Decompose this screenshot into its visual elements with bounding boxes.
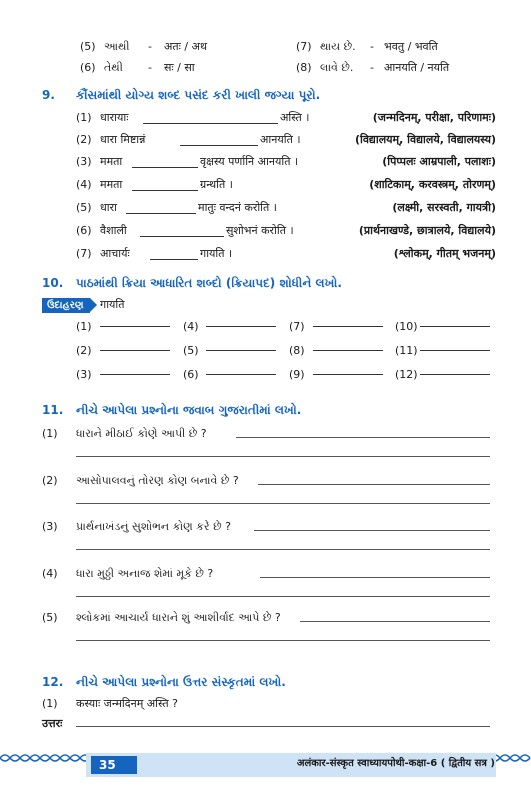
q11-question: આસોપાલવનું તોરણ કોણ બનાવે છે ? xyxy=(76,474,239,487)
q12-title: નીચે આપેલા પ્રશ્નોના ઉત્તર સંસ્કૃતમાં લખો. xyxy=(76,675,286,689)
item-7-num: (7) xyxy=(296,40,312,53)
q9-item-options: (लक्ष्मी, सरस्वती, गायत्री) xyxy=(392,201,496,214)
footer-title: अलंकार-संस्कृत स्वाध्यायपोथी-कक्षा-6 ( द्वितीय सत्र ) xyxy=(296,758,495,769)
q11-question: શ્લોકમાં આચાર્ય ધારાને શું આશીર્વાદ આપે છે ? xyxy=(76,611,281,624)
q9-item-options: (जन्मदिनम्, परीक्षा, परिणामः) xyxy=(372,111,496,124)
slot-blank[interactable] xyxy=(313,374,383,375)
slot-label: (4) xyxy=(183,320,199,333)
slot-label: (7) xyxy=(289,320,305,333)
slot-label: (2) xyxy=(76,344,92,357)
q9-item-num: (4) xyxy=(76,178,92,191)
answer-line[interactable] xyxy=(76,640,490,641)
item-6-text: તેથી xyxy=(104,61,123,74)
fill-blank[interactable] xyxy=(180,145,258,146)
q9-item-pre: ममता xyxy=(100,178,123,191)
q9-item-pre: धारा xyxy=(100,201,117,214)
example-tag: ઉદાહરણ xyxy=(42,298,90,313)
q11-question: ધારાને મીઠાઈ કોણે આપી છે ? xyxy=(76,427,207,440)
answer-label: उत्तरः xyxy=(42,717,63,730)
slot-label: (1) xyxy=(76,320,92,333)
item-6-skt: सः / सा xyxy=(164,61,195,74)
q9-item-post: गायति । xyxy=(200,247,233,260)
slot-blank[interactable] xyxy=(100,326,170,327)
q9-item-post: अस्ति । xyxy=(280,111,310,124)
q10-number: 10. xyxy=(42,276,64,290)
item-5-text: આથી xyxy=(104,40,130,53)
slot-label: (8) xyxy=(289,344,305,357)
q9-item-pre: ममता xyxy=(100,155,123,168)
example-word: गायति xyxy=(100,298,125,311)
q11-question: ધારા મુઠ્ઠી અનાજ શેમાં મૂકે છે ? xyxy=(76,567,214,580)
q9-item-post: ग्रन्थति । xyxy=(200,178,233,191)
q11-item-num: (5) xyxy=(42,611,58,624)
q9-title: કૌંસમાંથી યોગ્ય શબ્દ પસંદ કરી ખાલી જગ્યા પૂરો. xyxy=(76,88,321,102)
slot-blank[interactable] xyxy=(313,350,383,351)
q9-item-options: (श्लोकम्, गीतम् भजनम्) xyxy=(393,247,496,260)
answer-line[interactable] xyxy=(260,577,490,578)
slot-blank[interactable] xyxy=(420,350,490,351)
answer-line[interactable] xyxy=(76,726,490,727)
item-8-dash: - xyxy=(370,61,374,74)
item-5-skt: अतः / अथ xyxy=(164,40,208,53)
answer-line[interactable] xyxy=(236,437,490,438)
fill-blank[interactable] xyxy=(150,259,198,260)
slot-blank[interactable] xyxy=(100,350,170,351)
q11-item-num: (1) xyxy=(42,427,58,440)
q9-item-pre: आचार्यः xyxy=(100,247,130,260)
item-5-num: (5) xyxy=(80,40,96,53)
answer-line[interactable] xyxy=(76,503,490,504)
slot-label: (10) xyxy=(395,320,418,333)
answer-line[interactable] xyxy=(76,549,490,550)
item-8-text: લાવે છે. xyxy=(320,61,354,74)
slot-blank[interactable] xyxy=(206,326,276,327)
q10-title: પાઠમાંથી ક્રિયા આધારિત શબ્દો (ક્રિયાપદ) શોધીને લખો. xyxy=(76,276,342,290)
slot-blank[interactable] xyxy=(206,374,276,375)
item-6-dash: - xyxy=(148,61,152,74)
q9-item-options: (प्रार्थनाखण्डे, छात्रालये, विद्यालये) xyxy=(358,224,496,237)
q9-number: 9. xyxy=(42,88,55,102)
answer-line[interactable] xyxy=(258,484,490,485)
page-number: 35 xyxy=(91,756,137,774)
item-6-num: (6) xyxy=(80,61,96,74)
q11-question: પ્રાર્થનાખંડનું સુશોભન કોણ કરે છે ? xyxy=(76,520,231,533)
q11-item-num: (4) xyxy=(42,567,58,580)
q9-item-options: (पिप्पलः आम्रपाली, पलाशः) xyxy=(382,155,496,168)
answer-line[interactable] xyxy=(76,456,490,457)
slot-label: (11) xyxy=(395,344,418,357)
item-5-dash: - xyxy=(148,40,152,53)
slot-blank[interactable] xyxy=(313,326,383,327)
q12-number: 12. xyxy=(42,675,64,689)
q9-item-pre: वैशाली xyxy=(100,224,127,237)
q9-item-post: सुशोभनं करोति । xyxy=(226,224,294,237)
q9-item-post: वृक्षस्य पर्णानि आनयति । xyxy=(200,155,299,168)
slot-label: (5) xyxy=(183,344,199,357)
q12-item-num: (1) xyxy=(42,697,58,710)
slot-label: (12) xyxy=(395,368,418,381)
q9-item-pre: धारा मिष्टान्नं xyxy=(100,133,146,146)
item-7-dash: - xyxy=(370,40,374,53)
item-8-skt: आनयति / नयति xyxy=(384,61,450,74)
item-7-skt: भवतु / भवति xyxy=(384,40,438,53)
q9-item-options: (शाटिकाम्, करवस्त्रम्, तोरणम्) xyxy=(369,178,496,191)
fill-blank[interactable] xyxy=(132,190,198,191)
answer-line[interactable] xyxy=(254,530,490,531)
q9-item-post: मातुः वन्दनं करोति । xyxy=(198,201,277,214)
q11-item-num: (3) xyxy=(42,520,58,533)
fill-blank[interactable] xyxy=(140,236,224,237)
q9-item-options: (विद्यालयम्, विद्यालये, विद्यालयस्य) xyxy=(354,133,496,146)
q9-item-num: (2) xyxy=(76,133,92,146)
q12-question: कस्याः जन्मदिनम् अस्ति ? xyxy=(76,697,178,710)
fill-blank[interactable] xyxy=(132,167,198,168)
item-8-num: (8) xyxy=(296,61,312,74)
q9-item-num: (5) xyxy=(76,201,92,214)
slot-label: (6) xyxy=(183,368,199,381)
slot-blank[interactable] xyxy=(100,374,170,375)
slot-label: (9) xyxy=(289,368,305,381)
fill-blank[interactable] xyxy=(143,123,278,124)
q11-title: નીચે આપેલા પ્રશ્નોના જવાબ ગુજરાતીમાં લખો. xyxy=(76,403,302,417)
answer-line[interactable] xyxy=(300,621,490,622)
q9-item-num: (7) xyxy=(76,247,92,260)
q9-item-num: (6) xyxy=(76,224,92,237)
slot-blank[interactable] xyxy=(206,350,276,351)
q9-item-num: (3) xyxy=(76,155,92,168)
slot-label: (3) xyxy=(76,368,92,381)
q9-item-pre: धारायाः xyxy=(100,111,129,124)
q9-item-post: आनयति । xyxy=(260,133,301,146)
q9-item-num: (1) xyxy=(76,111,92,124)
item-7-text: થાય છે. xyxy=(320,40,356,53)
slot-blank[interactable] xyxy=(420,326,490,327)
answer-line[interactable] xyxy=(76,596,490,597)
fill-blank[interactable] xyxy=(126,213,196,214)
q11-item-num: (2) xyxy=(42,474,58,487)
q11-number: 11. xyxy=(42,403,64,417)
slot-blank[interactable] xyxy=(420,374,490,375)
